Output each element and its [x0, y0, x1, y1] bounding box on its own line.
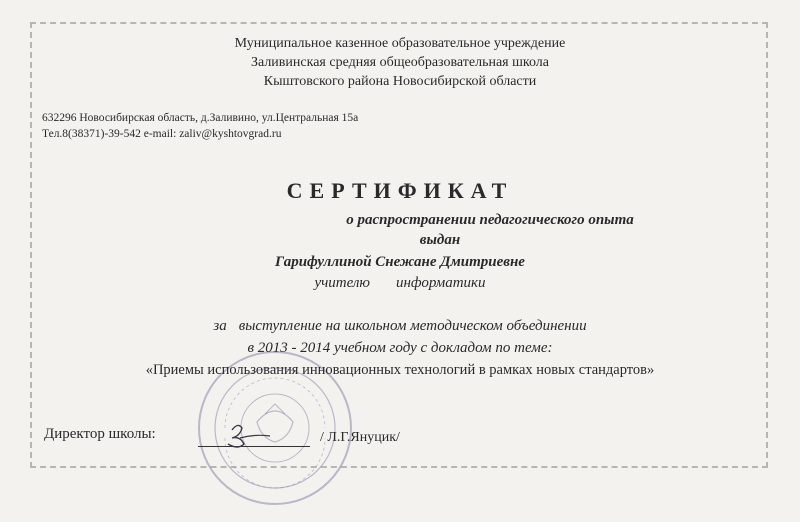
report-topic: «Приемы использования инновационных технологий в рамках новых стандартов»: [145, 362, 655, 378]
postal-address: 632296 Новосибирская область, д.Заливино, ул.Центральная 15а: [42, 112, 359, 124]
handwritten-signature: [210, 418, 290, 457]
director-label: Директор школы:: [44, 426, 156, 442]
institution-line-1: Муниципальное казенное образовательное учреждение: [234, 36, 566, 51]
position-subject: информатики: [395, 275, 486, 291]
recipient-position: [0, 275, 800, 292]
issued-label: выдан: [419, 232, 461, 248]
year-line: в 2013 - 2014 учебном году с докладом по теме:: [247, 340, 553, 356]
reason-line: [0, 318, 800, 335]
institution-line-3: Кыштовского района Новосибирской области: [263, 74, 537, 89]
institution-header: [0, 34, 800, 91]
institution-address: [42, 110, 358, 142]
certificate-subtitle: о распространении педагогического опыта: [346, 212, 634, 228]
recipient-name: Гарифуллиной Снежане Дмитриевне: [275, 254, 525, 270]
certificate-title: СЕРТИФИКАТ: [286, 178, 514, 203]
contact-info: Тел.8(38371)-39-542 e-mail: zaliv@kyshtovgrad.ru: [42, 128, 282, 140]
reason-prefix: за: [213, 318, 227, 334]
director-name: / Л.Г.Януцик/: [320, 430, 400, 445]
position-word: учителю: [314, 275, 370, 291]
institution-line-2: Заливинская средняя общеобразовательная школа: [250, 55, 550, 70]
reason-text: выступление на школьном методическом объединении: [238, 318, 587, 334]
